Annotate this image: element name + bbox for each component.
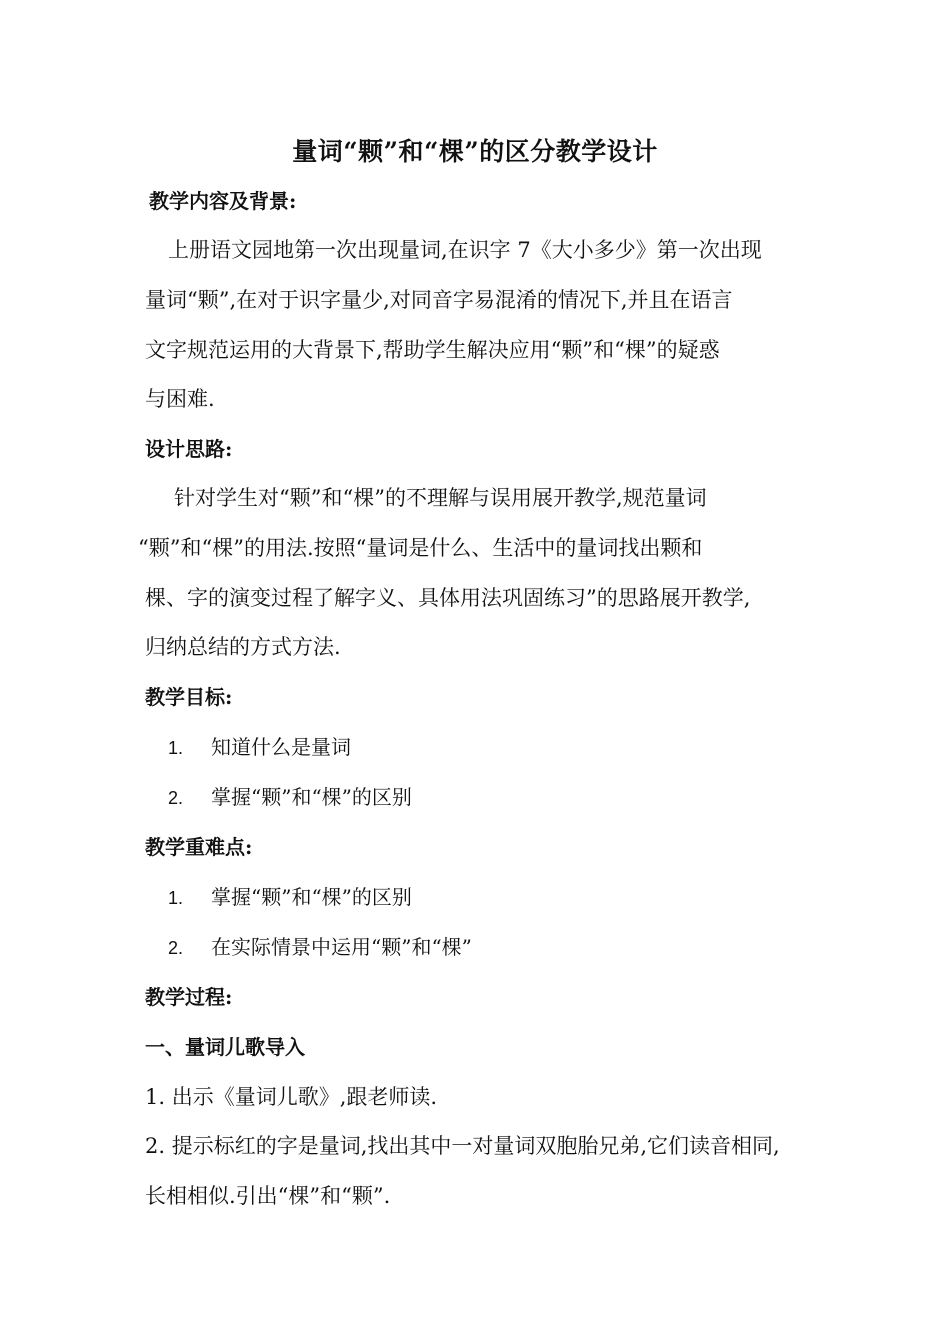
- list-item: [168, 733, 351, 762]
- list-number: 2.: [168, 938, 184, 958]
- section-heading-key-points: 教学重难点:: [145, 835, 253, 859]
- paragraph-line: 长相相似.引出“棵”和“颗”.: [145, 1184, 391, 1208]
- section-heading-content-background: 教学内容及背景:: [149, 189, 297, 213]
- paragraph-line: 量词“颗”,在对于识字量少,对同音字易混淆的情况下,并且在语言: [145, 288, 733, 312]
- paragraph-line: 棵、字的演变过程了解字义、具体用法巩固练习”的思路展开教学,: [145, 586, 751, 610]
- list-text: 掌握“颗”和“棵”的区别: [211, 785, 412, 809]
- page-title: 量词“颗”和“棵”的区分教学设计: [292, 137, 658, 166]
- section-heading-design-idea: 设计思路:: [145, 437, 233, 461]
- list-item: [168, 933, 472, 962]
- list-text: 在实际情景中运用“颗”和“棵”: [211, 935, 472, 959]
- list-item: [168, 783, 412, 812]
- paragraph-line: “颗”和“棵”的用法.按照“量词是什么、生活中的量词找出颗和: [138, 536, 703, 560]
- paragraph-line: 与困难.: [145, 387, 215, 411]
- list-text: 知道什么是量词: [211, 735, 351, 759]
- paragraph-line: 2. 提示标红的字是量词,找出其中一对量词双胞胎兄弟,它们读音相同,: [145, 1134, 780, 1158]
- list-number: 1.: [168, 738, 184, 758]
- list-item: [168, 883, 412, 912]
- list-text: 掌握“颗”和“棵”的区别: [211, 885, 412, 909]
- list-number: 2.: [168, 788, 184, 808]
- paragraph-line: 1. 出示《量词儿歌》,跟老师读.: [145, 1085, 438, 1109]
- subsection-heading: 一、量词儿歌导入: [145, 1035, 305, 1059]
- paragraph-line: 上册语文园地第一次出现量词,在识字 7《大小多少》第一次出现: [168, 238, 762, 262]
- paragraph-line: 针对学生对“颗”和“棵”的不理解与误用展开教学,规范量词: [174, 486, 707, 510]
- paragraph-line: 归纳总结的方式方法.: [145, 635, 341, 659]
- section-heading-goals: 教学目标:: [145, 685, 233, 709]
- list-number: 1.: [168, 888, 184, 908]
- section-heading-process: 教学过程:: [145, 985, 233, 1009]
- paragraph-line: 文字规范运用的大背景下,帮助学生解决应用“颗”和“棵”的疑惑: [145, 338, 720, 362]
